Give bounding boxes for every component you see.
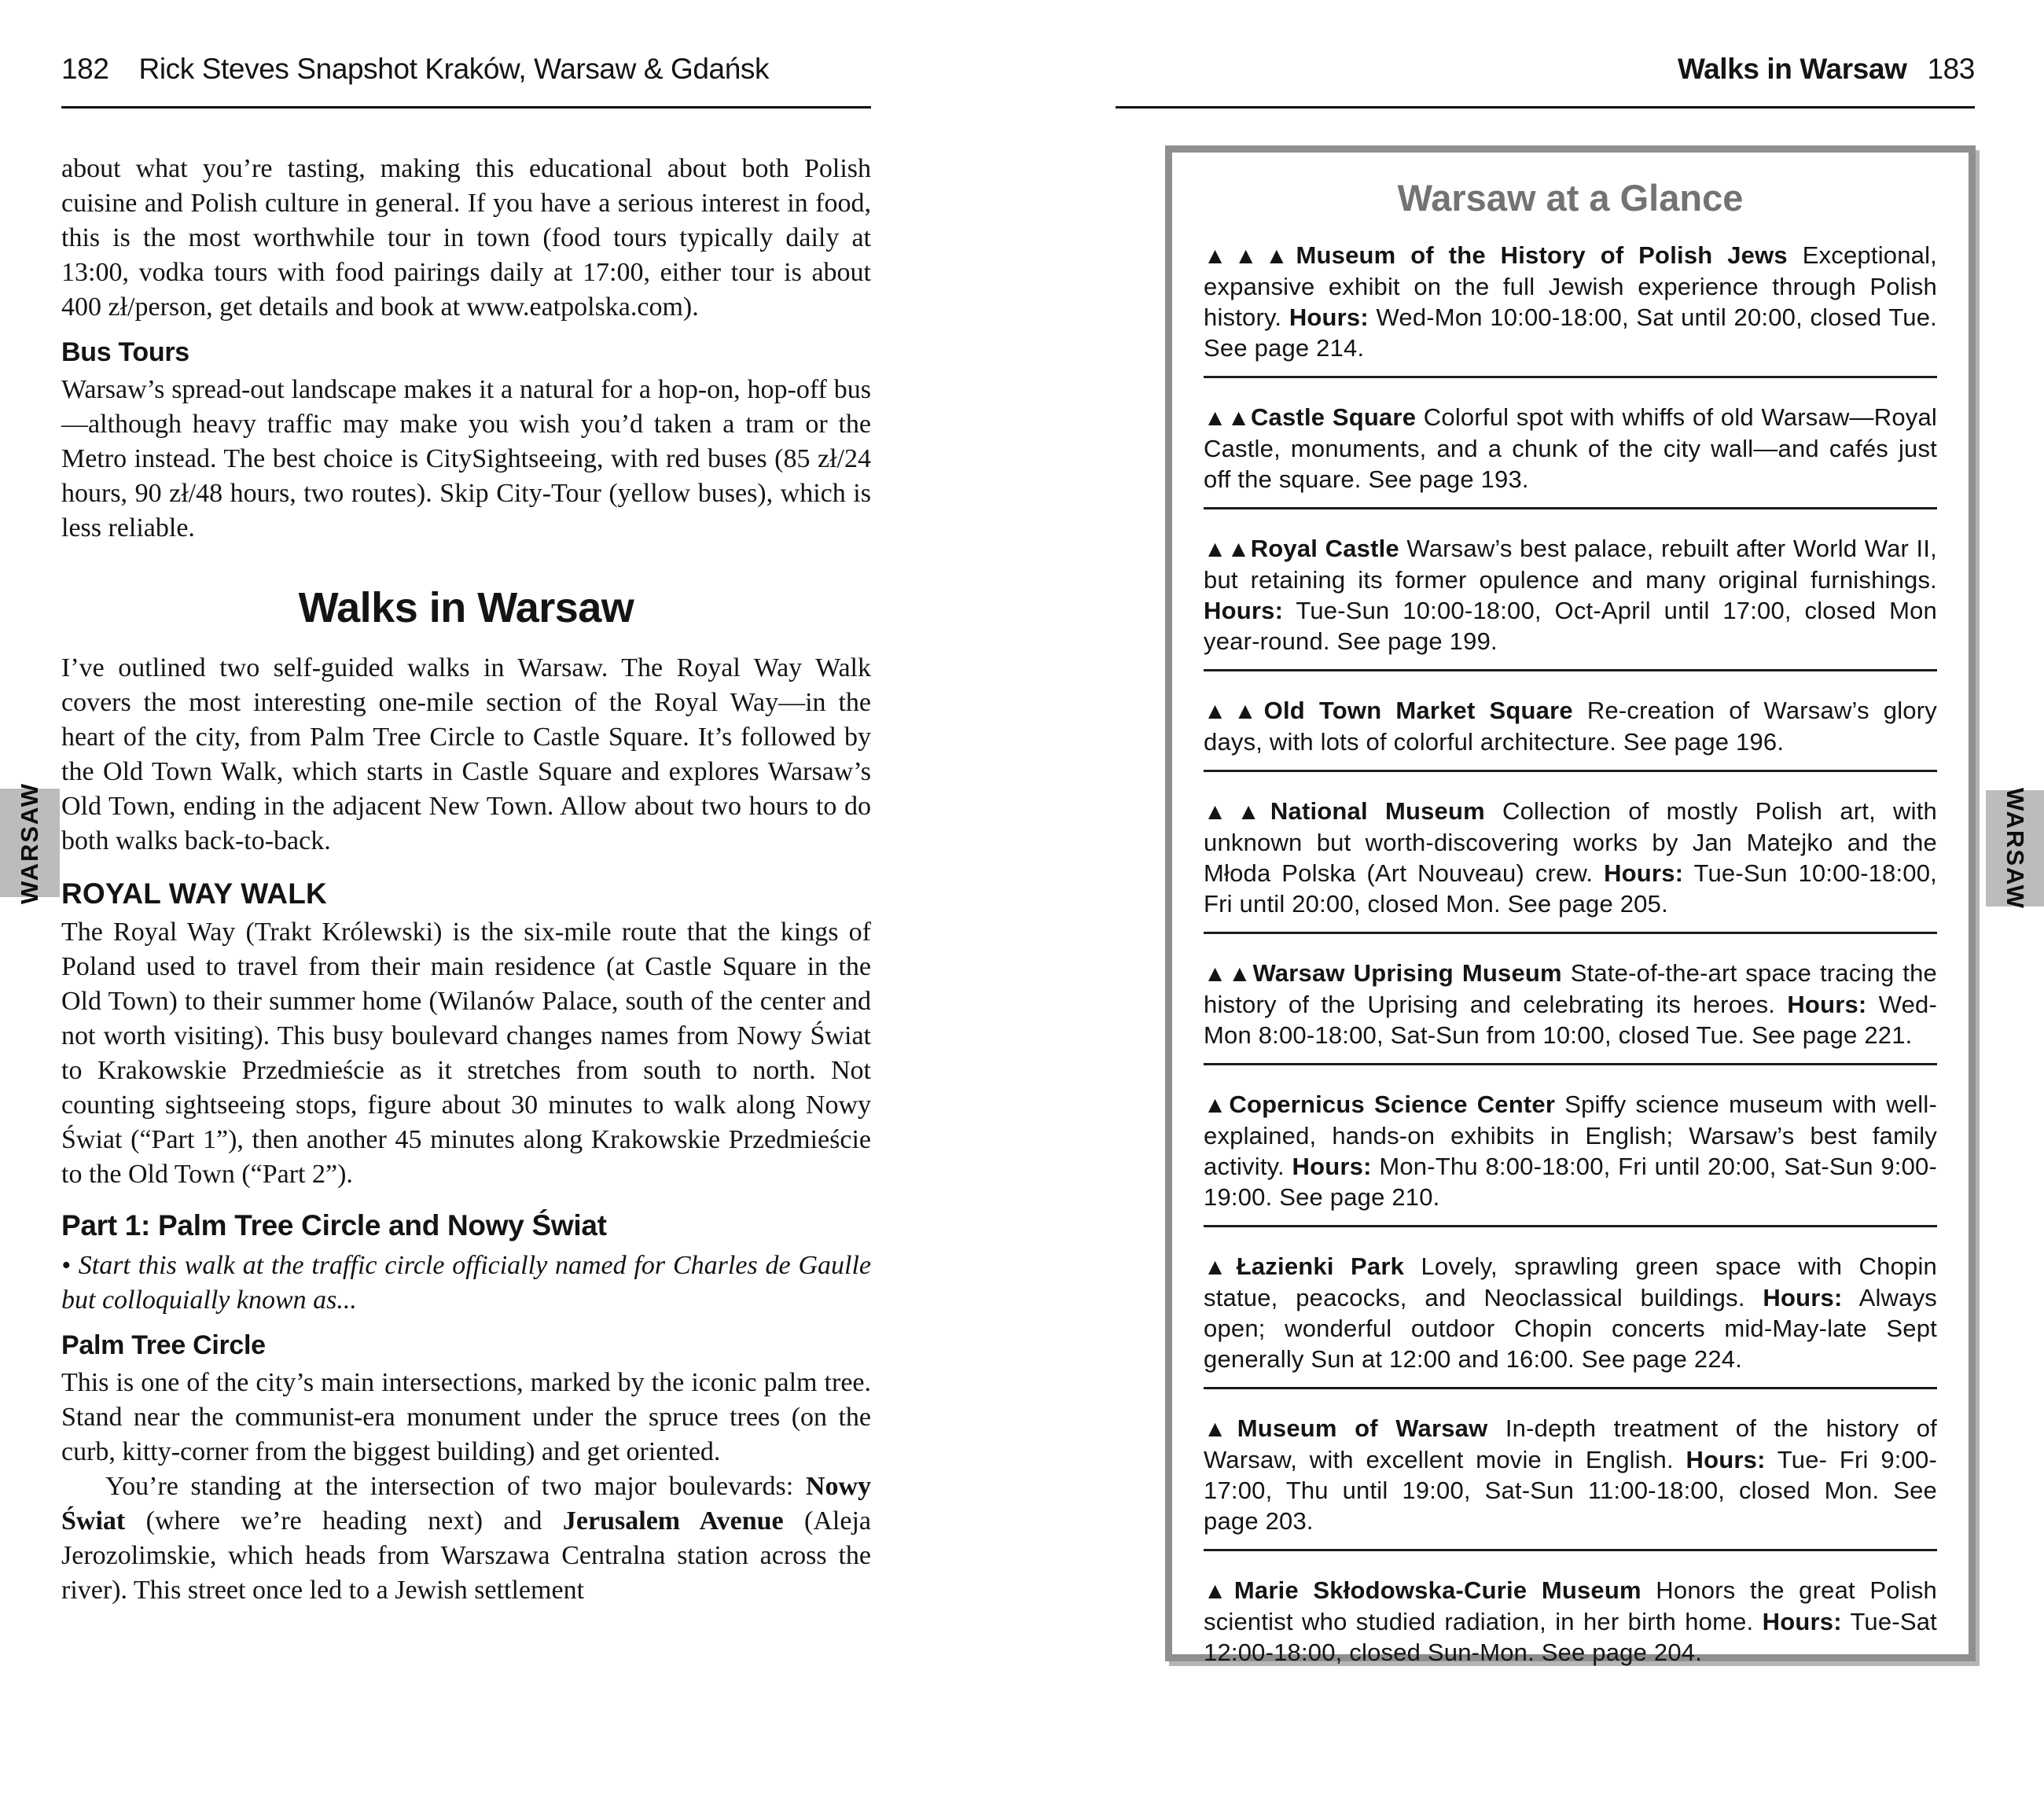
sight-description: Exceptional, expansive exhibit on the full Jewish experience through Polish history.	[1204, 241, 1937, 331]
paragraph-text: (Aleja Jerozolimskie, which heads from Warszawa Centralna station across the river). This street once led to a Jewish settlement	[61, 1506, 871, 1605]
hours-label: Hours:	[1787, 991, 1867, 1018]
left-page-side-tab	[0, 782, 60, 904]
rating-triangles-icon: ▲▲	[1204, 698, 1264, 724]
hours-value: Tue-Sun 10:00-18:00, Oct-April until 17:00, closed Mon year-round. See page 199.	[1204, 597, 1937, 655]
glance-entry-divider	[1204, 376, 1937, 378]
rating-triangles-icon: ▲▲▲	[1204, 243, 1296, 269]
sight-description: Re-creation of Warsaw’s glory days, with lots of colorful architecture. See page 196.	[1204, 697, 1937, 756]
right-page-number: 183	[1927, 53, 1975, 85]
sight-description: Honors the great Polish scientist who studied radiation, in her birth home.	[1204, 1576, 1937, 1635]
hours-label: Hours:	[1292, 1153, 1372, 1180]
left-running-head	[61, 44, 871, 109]
walk-instruction-paragraph: • Start this walk at the traffic circle officially named for Charles de Gaulle but colloquially known as...	[61, 1251, 871, 1315]
hours-label: Hours:	[1289, 303, 1369, 331]
sight-description: Collection of mostly Polish art, with unknown but worth-discovering works by Jan Matejko and the Młoda Polska (Art Nouveau) crew.	[1204, 797, 1937, 887]
sight-name: Old Town Market Square	[1263, 697, 1573, 724]
sight-name: Marie Skłodowska-Curie Museum	[1233, 1576, 1641, 1604]
right-running-head-title: Walks in Warsaw	[1677, 53, 1907, 85]
glance-entry-divider	[1204, 1387, 1937, 1389]
glance-entry	[1204, 240, 1937, 363]
rating-triangles-icon: ▲▲	[1204, 536, 1251, 562]
sight-description: Lovely, sprawling green space with Chopin statue, peacocks, and Neoclassical buildings.	[1204, 1252, 1937, 1311]
glance-entry-divider	[1204, 1063, 1937, 1065]
body-paragraph: I’ve outlined two self-guided walks in Warsaw. The Royal Way Walk covers the most interesting one-mile section of the Royal Way—in the heart of the city, from Palm Tree Circle to Castle Square. It’s followed by the Old Town Walk, which starts in Castle Square and explores Warsaw’s Old Town, ending in the adjacent New Town. Allow about two hours to do both walks back-to-back.	[61, 653, 871, 855]
body-paragraph: Warsaw’s spread-out landscape makes it a natural for a hop-on, hop-off bus—although heavy traffic may make you wish you’d taken a tram or the Metro instead. The best choice is CitySightseeing, with red buses (85 zł/24 hours, 90 zł/48 hours, two routes). Skip City-Tour (yellow buses), which is less reliable.	[61, 375, 871, 543]
rating-triangles-icon: ▲	[1204, 1578, 1234, 1604]
glance-entry-divider	[1204, 669, 1937, 671]
bold-place-name: Jerusalem Avenue	[562, 1506, 784, 1536]
glance-entry	[1204, 533, 1937, 657]
sight-description: Warsaw’s best palace, rebuilt after World War II, but retaining its former opulence and many original furnishings.	[1204, 535, 1937, 594]
bold-place-name: Nowy Świat	[61, 1472, 871, 1536]
hours-value: Mon-Thu 8:00-18:00, Fri until 20:00, Sat-Sun 9:00-19:00. See page 210.	[1204, 1153, 1937, 1211]
hours-label: Hours:	[1762, 1608, 1842, 1635]
glance-entry	[1204, 958, 1937, 1050]
hours-value: Tue- Fri 9:00-17:00, Thu until 19:00, Sat-Sun 11:00-18:00, closed Mon. See page 203.	[1204, 1446, 1938, 1535]
sight-description: Colorful spot with whiffs of old Warsaw—Royal Castle, monuments, and a chunk of the city wall—and cafés just off the square. See page 193.	[1204, 403, 1937, 493]
glance-sidebar-title: Warsaw at a Glance	[1397, 177, 1744, 219]
body-paragraph: about what you’re tasting, making this educational about both Polish cuisine and Polish culture in general. If you have a serious interest in food, this is the most worthwhile tour in town (food tours typically daily at 13:00, vodka tours with food pairings daily at 17:00, either tour is about 400 zł/person, get details and book at www.eatpolska.com).	[61, 154, 871, 322]
glance-entry-divider	[1204, 770, 1937, 772]
glance-entry	[1204, 1413, 1937, 1536]
section-heading: ROYAL WAY WALK	[61, 877, 327, 910]
left-page-number: 182	[61, 53, 109, 85]
hours-label: Hours:	[1604, 859, 1684, 887]
hours-value: Tue-Sat 12:00-18:00, closed Sun-Mon. See page 204.	[1204, 1608, 1937, 1666]
hours-value: Wed-Mon 8:00-18:00, Sat-Sun from 10:00, closed Tue. See page 221.	[1204, 991, 1937, 1049]
rating-triangles-icon: ▲	[1204, 1254, 1237, 1280]
sight-description: Spiffy science museum with well-explained, hands-on exhibits in English; Warsaw’s best family activity.	[1204, 1091, 1937, 1180]
hours-label: Hours:	[1763, 1284, 1843, 1311]
rating-triangles-icon: ▲	[1204, 1416, 1237, 1442]
glance-entry-list	[1204, 240, 1937, 1668]
hours-value: Always open; wonderful outdoor Chopin concerts mid-May-late Sept generally Sun at 12:00 and 16:00. See page 224.	[1204, 1284, 1937, 1373]
glance-entry	[1204, 1575, 1937, 1668]
minor-heading: Palm Tree Circle	[61, 1330, 266, 1360]
glance-entry-divider	[1204, 507, 1937, 509]
left-side-tab-label: WARSAW	[16, 782, 43, 904]
hours-label: Hours:	[1686, 1446, 1766, 1473]
glance-entry-divider	[1204, 1549, 1937, 1551]
glance-entry	[1204, 796, 1937, 919]
body-paragraph	[61, 1469, 871, 1608]
body-paragraph: The Royal Way (Trakt Królewski) is the six-mile route that the kings of Poland used to travel from their main residence (at Castle Square in the Old Town) to their summer home (Wilanów Palace, south of the center and not worth visiting). This busy boulevard changes names from Nowy Świat to Krakowskie Przedmieście as it stretches from south to north. Not counting sightseeing stops, figure about 30 minutes to walk along Nowy Świat (“Part 1”), then another 45 minutes along Krakowskie Przedmieście to the Old Town (“Part 2”).	[61, 918, 871, 1189]
sight-name: Warsaw Uprising Museum	[1252, 959, 1562, 987]
glance-entry	[1204, 695, 1937, 757]
sight-description: State-of-the-art space tracing the history of the Uprising and celebrating its heroes.	[1204, 959, 1937, 1018]
sight-name: Copernicus Science Center	[1229, 1091, 1556, 1118]
glance-entry	[1204, 402, 1937, 495]
sight-name: Royal Castle	[1250, 535, 1399, 562]
glance-entry-divider	[1204, 932, 1937, 934]
minor-heading: Bus Tours	[61, 337, 189, 367]
sight-name: Łazienki Park	[1236, 1252, 1405, 1280]
warsaw-at-a-glance-sidebar	[1165, 145, 1976, 1666]
left-running-head-title: Rick Steves Snapshot Kraków, Warsaw & Gdańsk	[138, 53, 770, 85]
chapter-heading: Walks in Warsaw	[298, 584, 634, 631]
sight-name: Museum of Warsaw	[1237, 1414, 1488, 1442]
sight-name: Castle Square	[1250, 403, 1417, 431]
hours-value: Wed-Mon 10:00-18:00, Sat until 20:00, closed Tue. See page 214.	[1204, 303, 1937, 362]
right-side-tab-label: WARSAW	[2002, 787, 2029, 910]
rating-triangles-icon: ▲▲	[1204, 405, 1251, 431]
glance-entry-divider	[1204, 1225, 1937, 1227]
rating-triangles-icon: ▲▲	[1204, 961, 1253, 987]
rating-triangles-icon: ▲	[1204, 1092, 1230, 1118]
hours-label: Hours:	[1204, 597, 1284, 624]
sight-name: National Museum	[1270, 797, 1485, 825]
paragraph-text: You’re standing at the intersection of two major boulevards:	[105, 1472, 806, 1501]
hours-value: Tue-Sun 10:00-18:00, Fri until 20:00, closed Mon. See page 205.	[1204, 859, 1937, 918]
glance-entry	[1204, 1089, 1937, 1212]
paragraph-text: (where we’re heading next) and	[125, 1506, 563, 1536]
glance-entry	[1204, 1251, 1937, 1374]
body-paragraph: This is one of the city’s main intersections, marked by the iconic palm tree. Stand near the communist-era monument under the spruce trees (on the curb, kitty-corner from the biggest building) and get oriented.	[61, 1368, 871, 1466]
subsection-heading: Part 1: Palm Tree Circle and Nowy Świat	[61, 1209, 607, 1241]
right-page-side-tab	[1986, 787, 2044, 910]
rating-triangles-icon: ▲▲	[1204, 799, 1270, 825]
sight-name: Museum of the History of Polish Jews	[1296, 241, 1788, 269]
left-page-body-column	[61, 152, 871, 1608]
right-running-head	[1116, 44, 1975, 109]
sight-description: In-depth treatment of the history of Warsaw, with excellent movie in English.	[1204, 1414, 1937, 1473]
